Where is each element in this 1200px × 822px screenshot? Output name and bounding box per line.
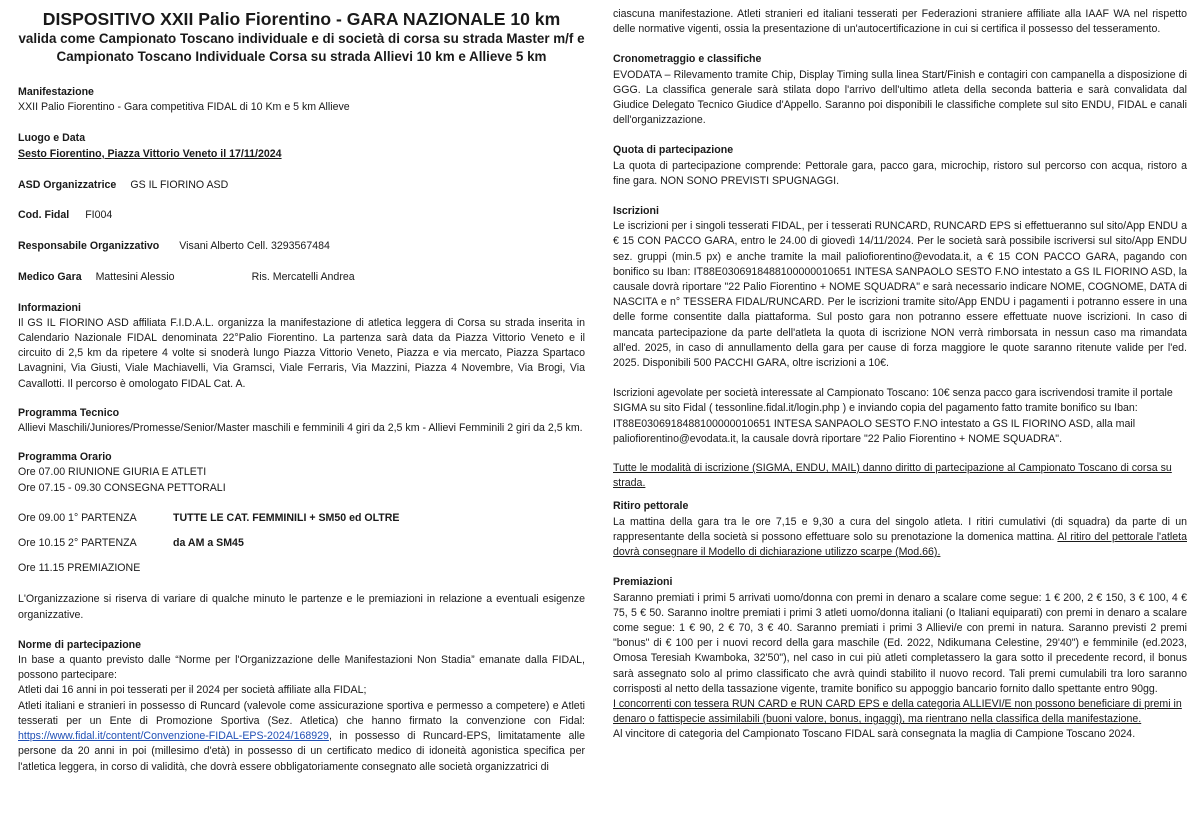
premiazioni-heading: Premiazioni bbox=[613, 576, 673, 589]
partenza2-desc: da AM a SM45 bbox=[173, 537, 244, 550]
resp-value: Visani Alberto Cell. 3293567484 bbox=[179, 240, 330, 253]
manifestazione-text: XXII Palio Fiorentino - Gara competitiva FIDAL di 10 Km e 5 km Allieve bbox=[18, 101, 350, 114]
orario-heading: Programma Orario bbox=[18, 451, 112, 464]
norme-item-2 bbox=[18, 699, 585, 775]
ritiro-text bbox=[613, 515, 1187, 561]
cod-field bbox=[18, 208, 585, 223]
tecnico-heading: Programma Tecnico bbox=[18, 406, 120, 419]
orario-line2: Ore 07.15 - 09.30 CONSEGNA PETTORALI bbox=[18, 481, 226, 494]
premiazioni-runcard-note: I concorrenti con tessera RUN CARD e RUN CARD EPS e della categoria ALLIEVI/E non possono beneficiare di premi in denaro o fattispecie assimilabili (buoni valore, bonus, ingaggi), ma rientrano nella classifica della manifestazione. bbox=[613, 697, 1182, 726]
info-text: Il GS IL FIORINO ASD affiliata F.I.D.A.L. organizza la manifestazione di atletica leggera di Corsa su strada inserita in Calendario Nazionale FIDAL denominata 22°Palio Fiorentino. La partenza sarà data da Piazza Vittorio Veneto e il circuito di 2,5 km da ripetere 4 volte si snoderà lungo Piazza Vittorio Veneto, Piazza e via mercato, Piazza Spartaco Lavagnini, Via Giusti, Viale Machiavelli, Via Gramsci, Viale Ferraris, Via Mazzini, Piazza 4 Novembre, Via Brogi, Via Cavallotti. Il percorso è omologato FIDAL Cat. A. bbox=[18, 316, 585, 390]
info-heading: Informazioni bbox=[18, 301, 81, 314]
quota-text: La quota di partecipazione comprende: Pettorale gara, pacco gara, microchip, ristoro sul percorso con acqua, ristoro a fine gara. NON SONO PREVISTI SPUGNAGGI. bbox=[613, 159, 1187, 187]
convenzione-link[interactable]: https://www.fidal.it/content/Convenzione-FIDAL-EPS-2024/168929 bbox=[18, 730, 329, 743]
premiazioni-maglia: Al vincitore di categoria del Campionato Toscano FIDAL sarà consegnata la maglia di Campione Toscano 2024. bbox=[613, 728, 1136, 741]
partenza1-time: Ore 09.00 1° PARTENZA bbox=[18, 511, 137, 524]
premiazione-time: Ore 11.15 PREMIAZIONE bbox=[18, 562, 141, 575]
document-subtitle-line2: Campionato Toscano Individuale Corsa su strada Allievi 10 km e Allieve 5 km bbox=[56, 48, 547, 64]
cod-value: FI004 bbox=[85, 209, 113, 222]
partenza2-time: Ore 10.15 2° PARTENZA bbox=[18, 537, 137, 550]
asd-value: GS IL FIORINO ASD bbox=[130, 178, 229, 191]
ritiro-plain: La mattina della gara tra le ore 7,15 e 9,30 a cura del singolo atleta. I ritiri cumulativi (di squadra) da parte di un rappresentante della società si possono effettuare solo su prenotazione la domenica mattina. bbox=[613, 515, 1187, 543]
iscrizioni-text: Le iscrizioni per i singoli tesserati FIDAL, per i tesserati RUNCARD, RUNCARD EPS si effettueranno sul sito/App ENDU a € 15 CON PACCO GARA, entro le 24.00 di giovedì 14/11/2024. Per le società sarà possibile iscriversi sul sito/App ENDU sez. gruppi (min.5 px) e anche tramite la mail paliofiorentino@evodata.it, a € 15 CON PACCO GARA, pagando con bonifico su Iban: IT88E0306918488100000010651 INTESA SANPAOLO SESTO F.NO intestato a GS IL FIORINO ASD, la causale dovrà riportare "22 Palio Fiorentino + NOME SQUADRA" e sarà necessario indicare NOME, COGNOME, DATA di NASCITA e n° TESSERA FIDAL/RUNCARD. Per le iscrizioni tramite sito/App ENDU i pagamenti i potranno essere in una delle forme consentite dalla piattaforma. Sul posto gara non potranno essere effettuate nuove iscrizioni. In caso di mancata partecipazione da parte dell'atleta la quota di iscrizione NON verrà rimborsata in nessun caso ma rimandata all'ed. 2025, in caso di annullamento della gara per cause di forza maggiore le quote saranno ritenute valide per l'ed. 2025. Disponibili 500 PACCHI GARA, oltre iscrizioni a 10€. bbox=[613, 220, 1187, 370]
medico-value: Mattesini Alessio bbox=[95, 271, 175, 284]
modalita-text: Tutte le modalità di iscrizione (SIGMA, ENDU, MAIL) danno diritto di partecipazione al Campionato Toscano di corsa su strada. bbox=[613, 462, 1172, 490]
medico-ris: Ris. Mercatelli Andrea bbox=[251, 271, 355, 284]
luogo-heading: Luogo e Data bbox=[18, 132, 86, 145]
tecnico-text: Allievi Maschili/Juniores/Promesse/Senior/Master maschili e femminili 4 giri da 2,5 km - Allievi Femminili 2 giri da 2,5 km. bbox=[18, 422, 583, 435]
crono-heading: Cronometraggio e classifiche bbox=[613, 53, 762, 66]
asd-label: ASD Organizzatrice bbox=[18, 178, 117, 191]
quota-heading: Quota di partecipazione bbox=[613, 144, 734, 157]
norme-heading: Norme di partecipazione bbox=[18, 638, 142, 651]
luogo-text: Sesto Fiorentino, Piazza Vittorio Veneto il 17/11/2024 bbox=[18, 147, 282, 160]
right-column bbox=[613, 0, 1187, 743]
norme-item-2-text: Atleti italiani e stranieri in possesso di Runcard (valevole come assicurazione sportiva e permesso a competere) e Atleti tesserati per un Ente di Promozione Sportiva (Sez. Atletica) che hanno firmato la convenzione con Fidal: bbox=[18, 699, 585, 727]
norme-intro: In base a quanto previsto dalle “Norme per l'Organizzazione delle Manifestazioni Non Stadia” emanate dalla FIDAL, possono partecipare: bbox=[18, 654, 585, 682]
resp-field bbox=[18, 239, 585, 254]
partenza2 bbox=[18, 536, 585, 551]
resp-label: Responsabile Organizzativo bbox=[18, 240, 160, 253]
medico-field bbox=[18, 270, 585, 285]
document-title: DISPOSITIVO XXII Palio Fiorentino - GARA NAZIONALE 10 km bbox=[42, 9, 561, 29]
ritiro-underlined: Al ritiro del pettorale l'atleta dovrà consegnare il Modello di dichiarazione utilizzo scarpe (Mod.66). bbox=[613, 530, 1187, 559]
norme-continued: ciascuna manifestazione. Atleti stranieri ed italiani tesserati per Federazioni straniere affiliate alla IAAF WA nel rispetto delle normative vigenti, ossia la presentazione di un'autocertificazione in cui si certifica il possesso del tesseramento. bbox=[613, 8, 1187, 36]
orario-line1: Ore 07.00 RIUNIONE GIURIA E ATLETI bbox=[18, 466, 207, 479]
manifestazione-heading: Manifestazione bbox=[18, 86, 94, 98]
riserva-text: L'Organizzazione si riserva di variare di qualche minuto le partenze e le premiazioni in relazione a eventuali esigenze organizzative. bbox=[18, 593, 585, 621]
premiazioni-text: Saranno premiati i primi 5 arrivati uomo/donna con premi in denaro a scalare come segue: 1 € 200, 2 € 150, 3 € 100, 4 € 75, 5 € 50. Saranno inoltre premiati i primi 3 atleti uomo/donna italiani (o Italiani equiparati) con premi in denaro a scalare come segue: 1 € 90, 2 € 70, 3 € 40. Saranno premiati i primi 3 Allievi/e con premi in natura. Saranno previsti 2 premi "bonus" di € 100 per i nuovi record della gara maschile (Ed. 2022, Ndikumana Celestine, 29'40") e femminile (ed.2023, Omosa Teresiah Kwamboka, 32'50"), nel caso in cui più atleti completassero la gara sotto il precedente record, il bonus sarà assegnato solo al primo classificato che avrà quindi stabilito il nuovo record. Tali premi cumulabili tra loro saranno corrisposti al netto della tassazione vigente, tramite bonifico su appoggio bancario fornito dallo spettante entro 90gg. bbox=[613, 591, 1187, 695]
norme-item-1: Atleti dai 16 anni in poi tesserati per il 2024 per società affiliate alla FIDAL; bbox=[18, 684, 367, 697]
medico-label: Medico Gara bbox=[18, 271, 82, 284]
asd-field bbox=[18, 178, 585, 193]
left-column bbox=[18, 0, 585, 775]
partenza1 bbox=[18, 511, 585, 526]
partenza1-desc: TUTTE LE CAT. FEMMINILI + SM50 ed OLTRE bbox=[173, 511, 400, 524]
iscrizioni-agevolate: Iscrizioni agevolate per società interessate al Campionato Toscano: 10€ senza pacco gara iscrivendosi tramite il portale SIGMA su sito Fidal ( tessonline.fidal.it/login.php ) e inviando copia del pagamento fatto tramite bonifico su Iban: IT88E0306918488100000010651 INTESA SANPAOLO SESTO F.NO intestato a GS IL FIORINO ASD, alla mail paliofiorentino@evodata.it, la causale dovrà riportare "22 Palio Fiorentino + NOME SQUADRA". bbox=[613, 387, 1173, 445]
cod-label: Cod. Fidal bbox=[18, 209, 70, 222]
document-header bbox=[18, 8, 585, 65]
crono-text: EVODATA – Rilevamento tramite Chip, Display Timing sulla linea Start/Finish e contagiri con campanella a disposizione di GGG. La classifica generale sarà stilata dopo l'arrivo dell'ultimo atleta della seconda batteria e sarà convalidata dal Giudice Delegato Tecnico Giudice d'Appello. Saranno poi disponibili le classifiche complete sul sito ENDU, FIDAL e canali dell'organizzazione. bbox=[613, 68, 1187, 127]
iscrizioni-heading: Iscrizioni bbox=[613, 205, 659, 218]
ritiro-heading: Ritiro pettorale bbox=[613, 500, 689, 513]
norme-item-2-cont: , in possesso di Runcard-EPS, limitatamente alle persone da 20 anni in poi (millesimo d'età) in possesso di un certificato medico di idoneità agonistica specifica per l'atletica leggera, in corso di validità, che dovrà essere obbligatoriamente consegnato alle società organizzatrici di bbox=[18, 730, 585, 773]
document-subtitle-line1: valida come Campionato Toscano individuale e di società di corsa su strada Master m/f e bbox=[18, 31, 585, 46]
